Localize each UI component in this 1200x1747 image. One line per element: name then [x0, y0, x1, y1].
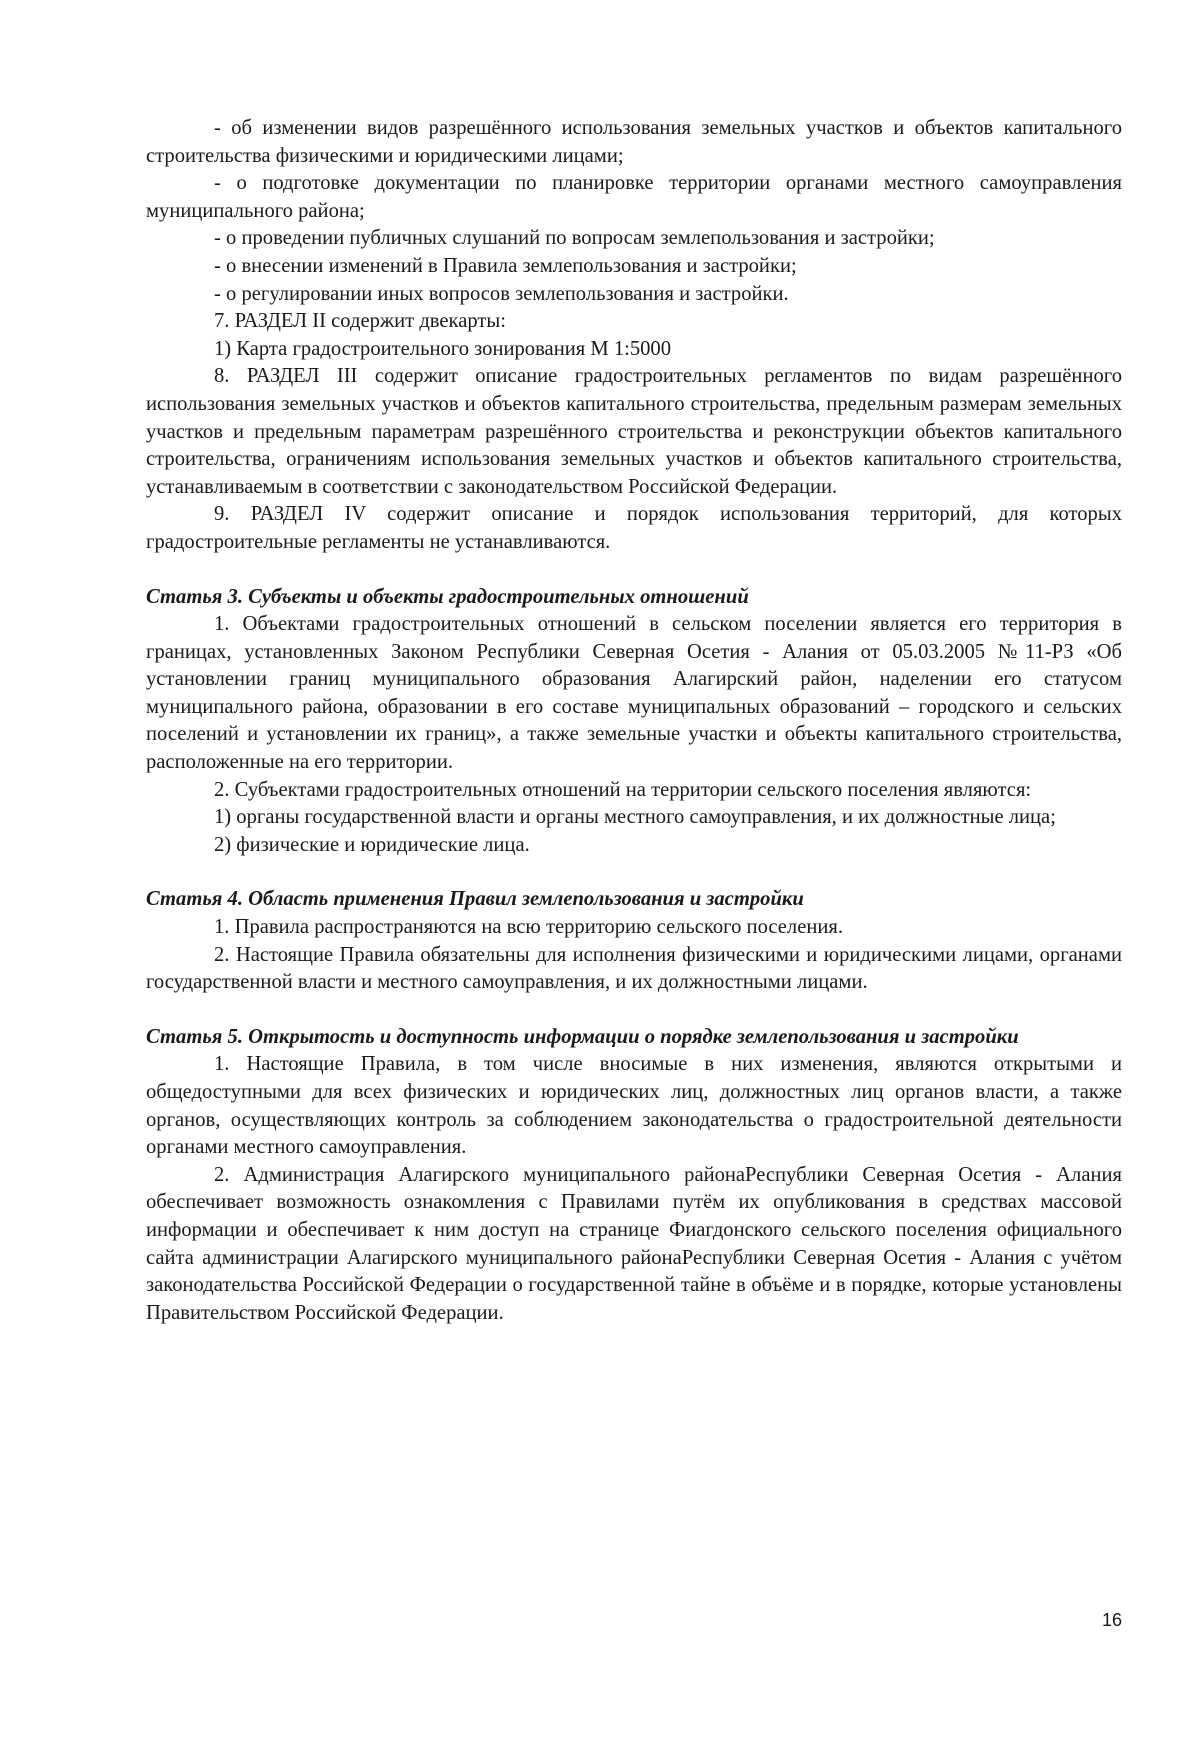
- list-item: 7. РАЗДЕЛ II содержит двекарты:: [214, 310, 506, 333]
- document-page: [146, 115, 1122, 1327]
- article-3-title: Статья 3. Субъекты и объекты градостроительных отношений: [146, 585, 749, 608]
- list-item: 1) Карта градостроительного зонирования М 1:5000: [214, 337, 672, 360]
- list-item: 9. РАЗДЕЛ IV содержит описание и порядок использования территорий, для которых градостроительные регламенты не устанавливаются.: [146, 503, 1122, 553]
- article-3: [146, 584, 1122, 860]
- list-item: - о регулировании иных вопросов землепользования и застройки.: [214, 282, 789, 305]
- list-item: - о проведении публичных слушаний по вопросам землепользования и застройки;: [214, 227, 935, 250]
- article-3-paragraph: 1. Объектами градостроительных отношений в сельском поселении является его территория в границах, установленных Законом Республики Северная Осетия - Алания от 05.03.2005 №11-РЗ «Об установлении границ муниципального образования Алагирский район, наделении его статусом муниципального района, образовании в его составе муниципальных образований – городского и сельских поселений и установлении их границ», а также земельные участки и объекты капитального строительства, расположенные на его территории.: [146, 613, 1122, 774]
- article-4-paragraph: 2. Настоящие Правила обязательны для исполнения физическими и юридическими лицами, органами государственной власти и местного самоуправления, и их должностными лицами.: [146, 943, 1122, 994]
- list-item: - о подготовке документации по планировке территории органами местного самоуправления муниципального района;: [146, 172, 1122, 222]
- article-5-paragraph: 2. Администрация Алагирского муниципального районаРеспублики Северная Осетия - Алания обеспечивает возможность ознакомления с Правилами путём их опубликования в средствах массовой информации и обеспечивает к ним доступ на странице Фиагдонского сельского поселения официального сайта администрации Алагирского муниципального районаРеспублики Северная Осетия - Алания с учётом законодательства Российской Федерации о государственной тайне в объёме и в порядке, которые установлены Правительством Российской Федерации.: [146, 1163, 1122, 1324]
- article-4: [146, 886, 1122, 996]
- article-5-paragraph: 1. Настоящие Правила, в том числе вносимые в них изменения, являются открытыми и общедоступными для всех физических и юридических лиц, должностных лиц органов власти, а также органов, осуществляющих контроль за соблюдением законодательства о градостроительной деятельности органами местного самоуправления.: [146, 1053, 1122, 1159]
- article-3-paragraph: 1) органы государственной власти и органы местного самоуправления, и их должностные лица;: [214, 806, 1056, 829]
- spacer: [146, 557, 1122, 584]
- article-3-paragraph: 2. Субъектами градостроительных отношений на территории сельского поселения являются:: [214, 778, 1032, 801]
- list-item: - о внесении изменений в Правила землепользования и застройки;: [214, 254, 797, 277]
- page-number: 16: [1101, 1610, 1122, 1630]
- article-4-title: Статья 4. Область применения Правил землепользования и застройки: [146, 888, 804, 911]
- list-item: 8. РАЗДЕЛ III содержит описание градостроительных регламентов по видам разрешённого использования земельных участков и объектов капитального строительства, предельным размерам земельных участков и предельным параметрам разрешённого строительства и реконструкции объектов капитального строительства, ограничениям использования земельных участков и объектов капитального строительства, устанавливаемым в соответствии с законодательством Российской Федерации.: [146, 365, 1122, 498]
- spacer: [146, 997, 1122, 1024]
- article-5-title: Статья 5. Открытость и доступность информации о порядке землепользования и застройки: [146, 1025, 1019, 1048]
- article-5: [146, 1024, 1122, 1328]
- spacer: [146, 859, 1122, 886]
- list-item: - об изменении видов разрешённого использования земельных участков и объектов капитального строительства физическими и юридическими лицами;: [146, 117, 1122, 167]
- article-4-paragraph: 1. Правила распространяются на всю территорию сельского поселения.: [214, 916, 844, 939]
- section-top: [146, 115, 1122, 557]
- article-3-paragraph: 2) физические и юридические лица.: [214, 833, 530, 856]
